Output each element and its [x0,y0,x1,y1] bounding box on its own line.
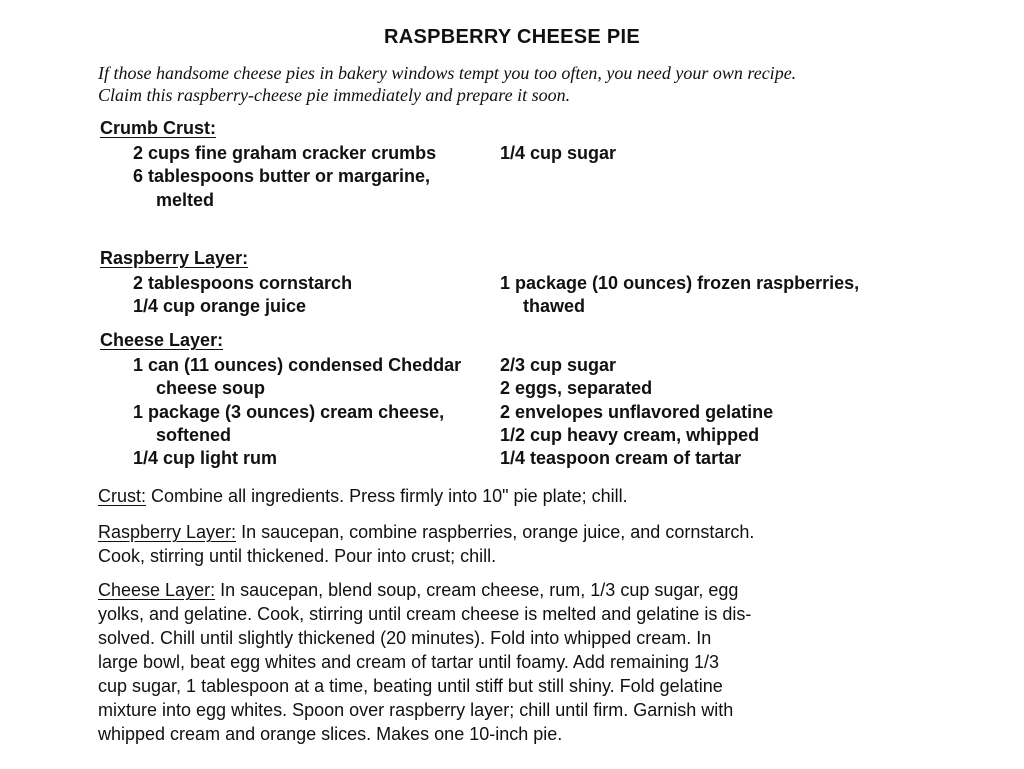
crumb-crust-right-column [500,142,920,165]
ingredient: 1/2 cup heavy cream, whipped [500,424,760,445]
direction-line: solved. Chill until slightly thickened (20 minutes). Fold into whipped cream. In [98,628,712,648]
ingredient: 1 package (10 ounces) frozen raspberries, thawed [500,273,860,317]
ingredient: 1/4 cup sugar [500,143,617,163]
cheese-layer-right-column [500,354,920,470]
direction-line: mixture into egg whites. Spoon over raspberry layer; chill until firm. Garnish with [98,700,734,720]
ingredient: 2 eggs, separated [500,378,653,399]
direction-label: Cheese Layer: [98,580,216,600]
direction-line: large bowl, beat egg whites and cream of tartar until foamy. Add remaining 1/3 [98,652,720,672]
raspberry-directions [98,520,898,568]
ingredient: 1/4 cup light rum [133,448,278,469]
ingredient: 1 package (3 ounces) cream cheese, softened [133,401,445,445]
direction-line [98,578,898,602]
intro-line: If those handsome cheese pies in bakery windows tempt you too often, you need your own recipe. [98,63,797,83]
direction-line: cup sugar, 1 tablespoon at a time, beating until stiff but still shiny. Fold gelatine [98,676,723,696]
direction-label: Crust: [98,486,147,506]
ingredient: 2/3 cup sugar [500,355,617,375]
ingredient: 1 can (11 ounces) condensed Cheddar cheese soup [133,355,462,399]
ingredient: 6 tablespoons butter or margarine, melted [133,166,431,210]
crumb-crust-heading: Crumb Crust: [100,118,216,138]
intro-line: Claim this raspberry-cheese pie immediately and prepare it soon. [98,85,571,105]
direction-line: yolks, and gelatine. Cook, stirring until cream cheese is melted and gelatine is dis- [98,604,752,624]
direction-text: In saucepan, combine raspberries, orange juice, and cornstarch. [236,522,755,542]
direction-line: Cook, stirring until thickened. Pour into crust; chill. [98,546,497,566]
ingredient: 1/4 cup orange juice [133,296,307,317]
direction-line [98,484,898,508]
direction-label: Raspberry Layer: [98,522,237,542]
ingredient: 1/4 teaspoon cream of tartar [500,448,742,469]
raspberry-layer-left-column [133,272,473,319]
crumb-crust-left-column [133,142,473,212]
ingredient: 2 envelopes unflavored gelatine [500,401,774,422]
raspberry-layer-right-column [500,272,920,319]
direction-text: In saucepan, blend soup, cream cheese, rum, 1/3 cup sugar, egg [215,580,739,600]
direction-line: whipped cream and orange slices. Makes one 10-inch pie. [98,724,563,744]
ingredient: 2 tablespoons cornstarch [133,273,353,293]
cheese-layer-heading: Cheese Layer: [100,330,224,350]
raspberry-layer-heading: Raspberry Layer: [100,248,249,268]
cheese-layer-left-column [133,354,473,470]
cheese-directions [98,578,898,746]
crust-directions [98,484,898,508]
direction-text: Combine all ingredients. Press firmly into 10" pie plate; chill. [146,486,628,506]
direction-line [98,520,898,544]
recipe-intro [98,62,958,106]
recipe-title: RASPBERRY CHEESE PIE [383,26,641,48]
ingredient: 2 cups fine graham cracker crumbs [133,143,437,163]
